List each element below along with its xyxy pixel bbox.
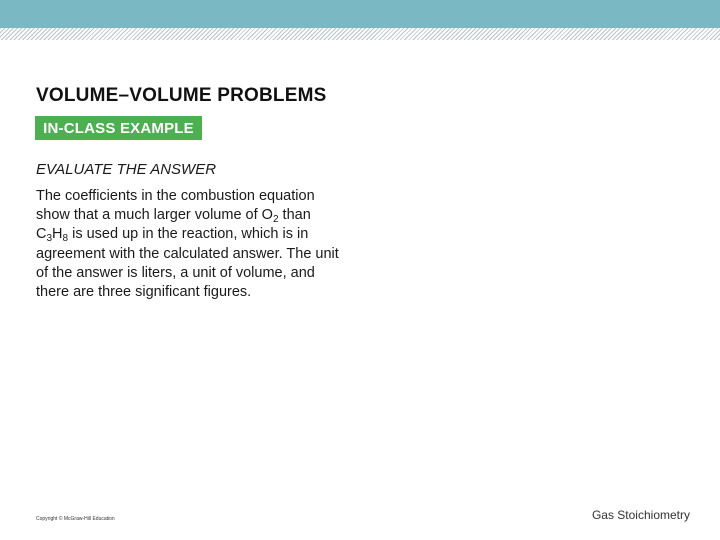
- c-subscript: 3: [46, 233, 53, 245]
- hydrogen-symbol: H: [52, 226, 63, 243]
- h-subscript: 8: [62, 233, 69, 245]
- top-header-bar: [0, 0, 720, 28]
- in-class-example-badge: IN-CLASS EXAMPLE: [35, 116, 202, 140]
- paragraph-text-3: is used up in the reaction, which is in agreement with the calculated answer. The unit of the answer is liters, a unit of volume, and there are three significant figures.: [36, 226, 339, 301]
- explanation-paragraph: [36, 187, 341, 302]
- paragraph-text-2: than C: [36, 207, 311, 243]
- copyright-notice: Copyright © McGraw-Hill Education: [36, 516, 115, 522]
- footer-topic-label: Gas Stoichiometry: [591, 508, 690, 522]
- section-subheading: EVALUATE THE ANSWER: [36, 161, 217, 178]
- dotted-pattern-strip: [0, 28, 720, 40]
- o2-subscript: 2: [272, 214, 279, 226]
- paragraph-text-1: The coefficients in the combustion equation show that a much larger volume of O: [36, 188, 315, 224]
- slide-title: VOLUME–VOLUME PROBLEMS: [36, 85, 327, 106]
